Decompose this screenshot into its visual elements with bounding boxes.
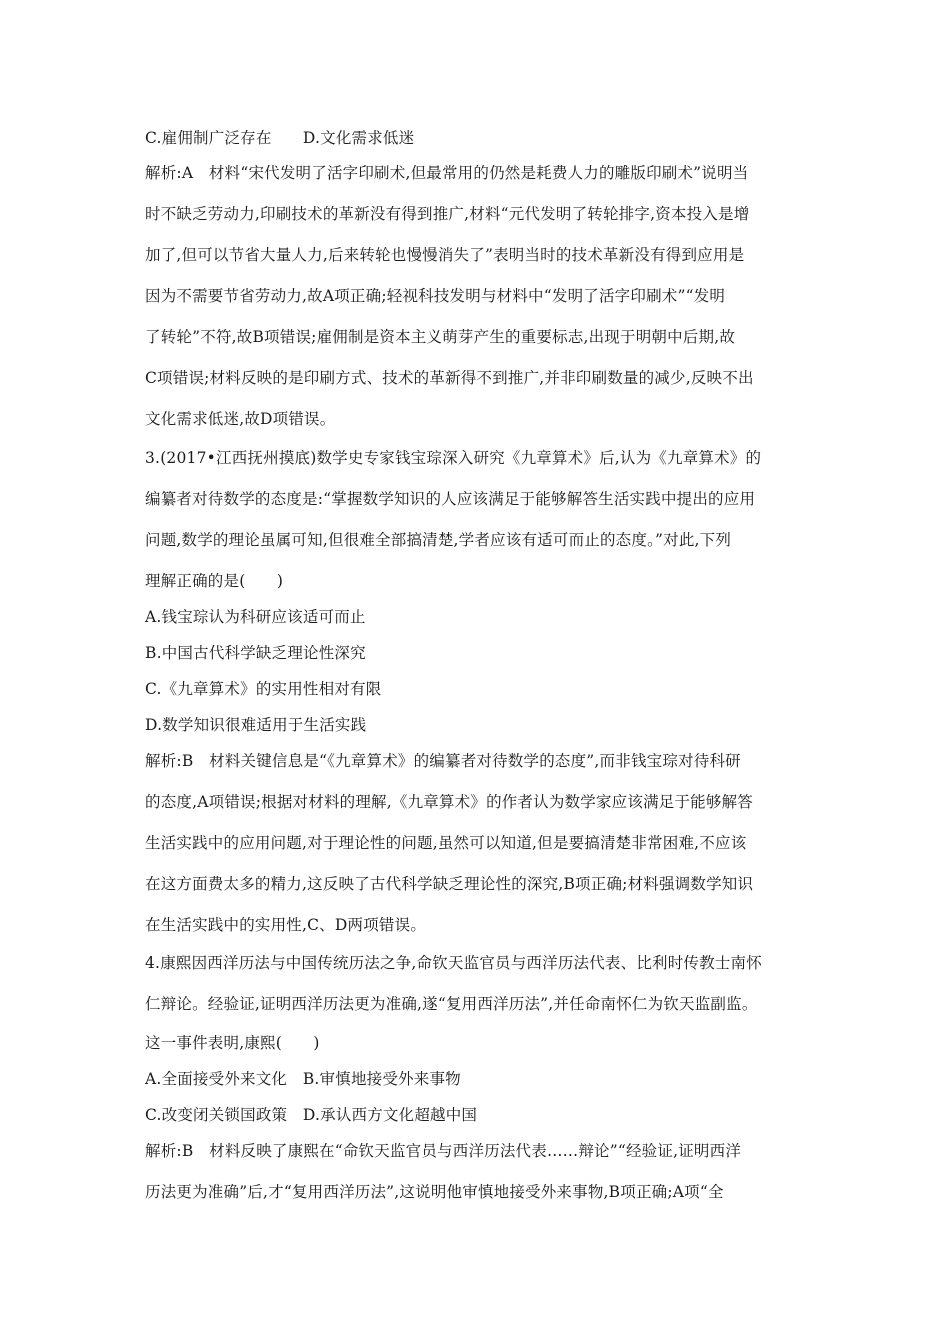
answer-analysis-line: 在这方面费太多的精力,这反映了古代科学缺乏理论性的深究,B项正确;材料强调数学知识 [145,875,754,893]
question-3-option-b: B.中国古代科学缺乏理论性深究 [145,644,366,662]
answer-analysis-line: 因为不需要节省劳动力,故A项正确;轻视科技发明与材料中“发明了活字印刷术”“发明 [145,287,726,305]
option-line-cd: C.雇佣制广泛存在 D.文化需求低迷 [145,129,415,147]
answer-analysis-line: C项错误;材料反映的是印刷方式、技术的革新得不到推广,并非印刷数量的减少,反映不出 [145,369,754,387]
question-4-options-ab: A.全面接受外来文化 B.审慎地接受外来事物 [145,1070,461,1088]
answer-analysis-line: 加了,但可以节省大量人力,后来转轮也慢慢消失了”表明当时的技术革新没有得到应用是 [145,246,745,264]
question-3-stem: 编纂者对待数学的态度是:“掌握数学知识的人应该满足于能够解答生活实践中提出的应用 [145,490,756,508]
answer-analysis-line: 解析:A 材料“宋代发明了活字印刷术,但最常用的仍然是耗费人力的雕版印刷术”说明当 [145,164,749,182]
answer-analysis-line: 历法更为准确”后,才“复用西洋历法”,这说明他审慎地接受外来事物,B项正确;A项“全 [145,1183,724,1201]
question-3-stem: 理解正确的是( ) [145,572,284,590]
answer-analysis-line: 文化需求低迷,故D项错误。 [145,410,336,428]
answer-analysis-line: 解析:B 材料关键信息是“《九章算术》的编纂者对待数学的态度”,而非钱宝琮对待科研 [145,752,741,770]
question-4-options-cd: C.改变闭关锁国政策 D.承认西方文化超越中国 [145,1106,478,1124]
question-3-option-c: C.《九章算术》的实用性相对有限 [145,680,382,698]
answer-analysis-line: 解析:B 材料反映了康熙在“命钦天监官员与西洋历法代表……辩论”“经验证,证明西洋 [145,1142,742,1160]
answer-analysis-line: 时不缺乏劳动力,印刷技术的革新没有得到推广,材料“元代发明了转轮排字,资本投入是增 [145,205,750,223]
question-3-stem: 问题,数学的理论虽属可知,但很难全部搞清楚,学者应该有适可而止的态度。”对此,下列 [145,531,732,549]
answer-analysis-line: 在生活实践中的实用性,C、D两项错误。 [145,916,427,934]
question-3-option-a: A.钱宝琮认为科研应该适可而止 [145,608,366,626]
answer-analysis-line: 了转轮”不符,故B项错误;雇佣制是资本主义萌芽产生的重要标志,出现于明朝中后期,故 [145,328,736,346]
question-4-stem: 这一事件表明,康熙( ) [145,1034,320,1052]
question-3-stem: 3.(2017•江西抚州摸底)数学史专家钱宝琮深入研究《九章算术》后,认为《九章算术》的 [145,449,762,467]
question-4-stem: 4.康熙因西洋历法与中国传统历法之争,命钦天监官员与西洋历法代表、比利时传教士南怀 [145,954,762,972]
answer-analysis-line: 的态度,A项错误;根据对材料的理解,《九章算术》的作者认为数学家应该满足于能够解答 [145,793,753,811]
question-3-option-d: D.数学知识很难适用于生活实践 [145,716,367,734]
question-4-stem: 仁辩论。经验证,证明西洋历法更为准确,遂“复用西洋历法”,并任命南怀仁为钦天监副监。 [145,995,758,1013]
answer-analysis-line: 生活实践中的应用问题,对于理论性的问题,虽然可以知道,但是要搞清楚非常困难,不应该 [145,834,747,852]
